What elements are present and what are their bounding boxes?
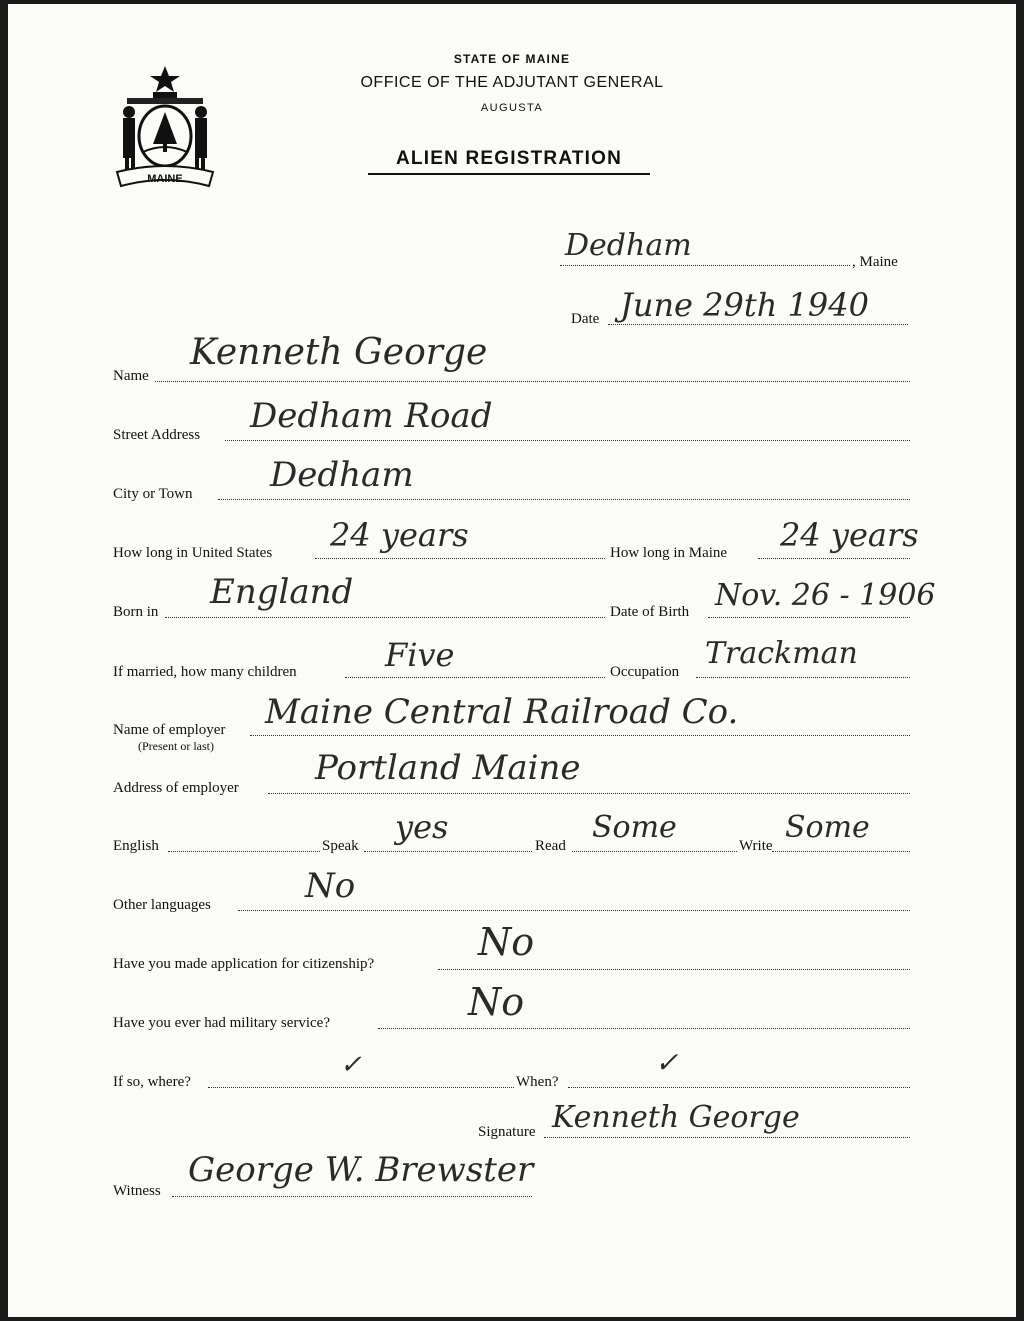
employer-address-line [268,793,910,794]
dob-line [708,617,910,618]
us-years-value: 24 years [330,516,469,554]
other-lang-label: Other languages [113,897,211,913]
speak-label: Speak [322,838,359,854]
occupation-value: Trackman [705,636,858,671]
me-years-value: 24 years [780,516,919,554]
when-value: ✓ [655,1046,679,1079]
read-line [572,851,737,852]
us-years-line [315,558,605,559]
employer-value: Maine Central Railroad Co. [265,692,739,732]
header-city: AUGUSTA [480,102,544,114]
children-label: If married, how many children [113,664,297,680]
date-line [608,324,908,325]
name-line [155,381,910,382]
born-value: England [210,572,354,612]
city-line [218,499,910,500]
dob-label: Date of Birth [610,604,690,620]
employer-label: Name of employer [113,722,226,738]
form-title: ALIEN REGISTRATION [368,148,650,175]
signature-value: Kenneth George [552,1100,800,1135]
speak-line [364,851,532,852]
city-value: Dedham [270,455,414,495]
date-label: Date [571,311,600,327]
street-line [225,440,910,441]
occupation-line [696,677,910,678]
english-line [168,851,320,852]
military-label: Have you ever had military service? [113,1015,330,1031]
us-years-label: How long in United States [113,545,273,561]
where-value: ✓ [340,1050,362,1080]
citizenship-label: Have you made application for citizenship? [113,956,375,972]
military-value: No [468,980,525,1024]
children-value: Five [385,636,455,674]
witness-label: Witness [113,1183,161,1199]
employer-address-value: Portland Maine [315,748,581,788]
children-line [345,677,605,678]
where-line [208,1087,514,1088]
place-value: Dedham [565,228,692,263]
read-label: Read [535,838,566,854]
when-label: When? [516,1074,559,1090]
speak-value: yes [395,808,449,846]
born-line [165,617,605,618]
read-value: Some [592,810,677,845]
place-line [560,265,850,266]
born-label: Born in [113,604,159,620]
name-value: Kenneth George [190,332,488,373]
place-label: , Maine [852,254,898,270]
witness-line [172,1196,532,1197]
where-label: If so, where? [113,1074,191,1090]
occupation-label: Occupation [610,664,680,680]
city-label: City or Town [113,486,193,502]
date-value: June 29th 1940 [620,286,869,324]
dob-value: Nov. 26 - 1906 [715,578,936,613]
header-state: STATE OF MAINE [453,52,571,66]
military-line [378,1028,910,1029]
svg-text:MAINE: MAINE [147,173,183,185]
write-line [772,851,910,852]
english-label: English [113,838,159,854]
signature-line [544,1137,910,1138]
write-value: Some [785,810,870,845]
employer-line [250,735,910,736]
write-label: Write [739,838,773,854]
witness-value: George W. Brewster [188,1150,534,1190]
header-office: OFFICE OF THE ADJUTANT GENERAL [360,74,664,91]
when-line [568,1087,910,1088]
other-lang-line [238,910,910,911]
street-label: Street Address [113,427,201,443]
me-years-line [758,558,910,559]
me-years-label: How long in Maine [610,545,728,561]
form-page [8,4,1016,1317]
employer-sublabel: (Present or last) [138,739,214,753]
signature-label: Signature [478,1124,536,1140]
name-label: Name [113,368,149,384]
employer-address-label: Address of employer [113,780,239,796]
citizenship-value: No [478,920,535,964]
citizenship-line [438,969,910,970]
other-lang-value: No [305,866,356,906]
street-value: Dedham Road [250,396,493,436]
